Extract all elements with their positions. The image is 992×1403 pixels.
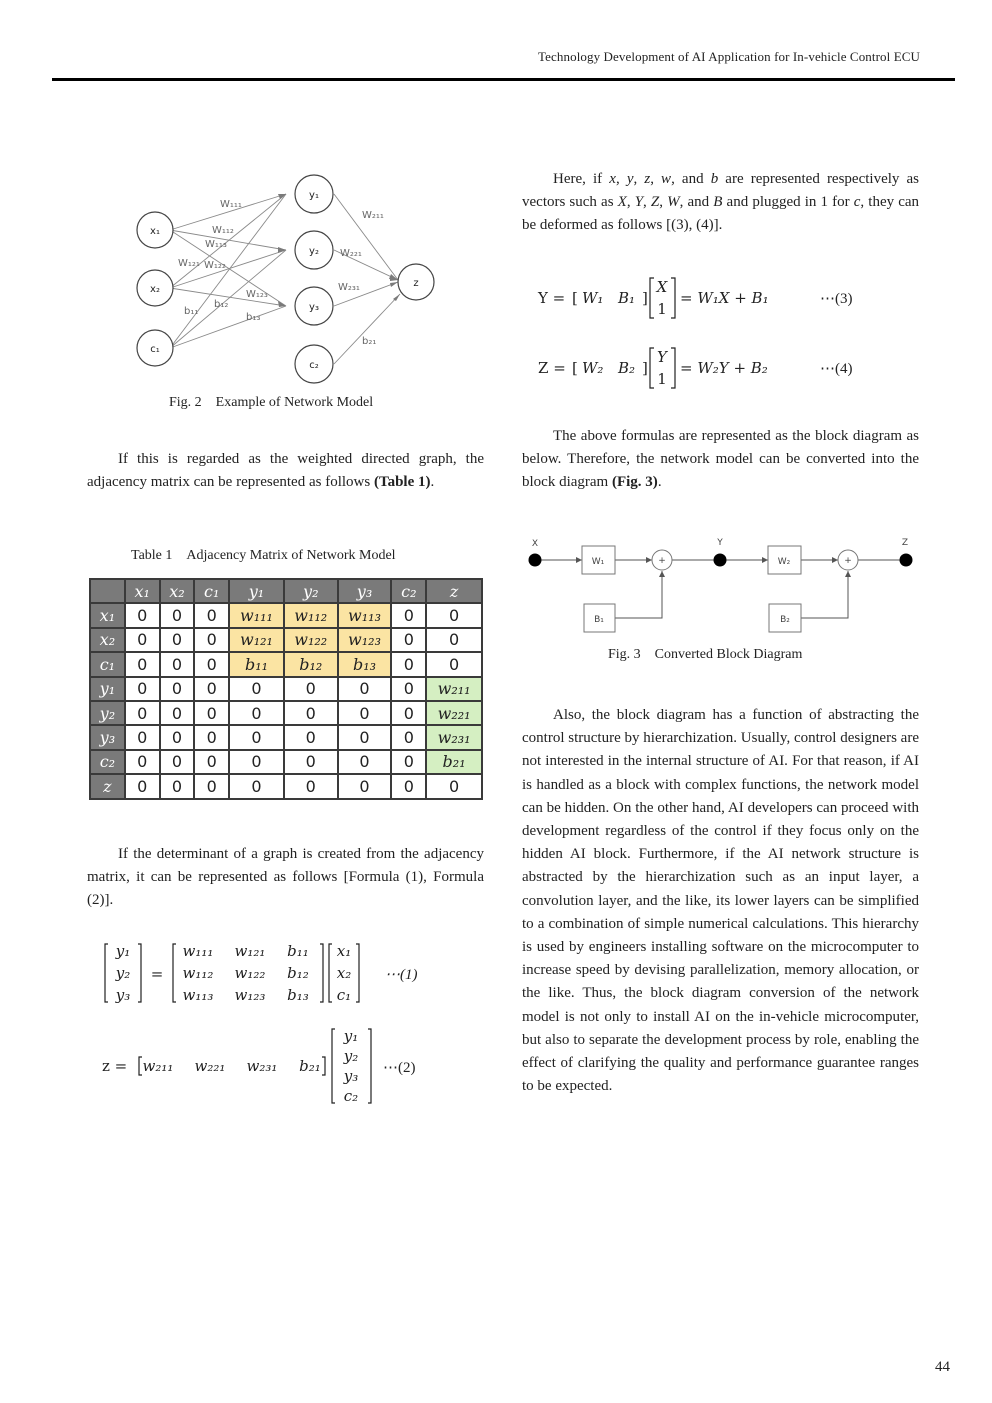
table-cell: 0 [229, 774, 284, 798]
table-cell: w₁₂₃ [338, 628, 392, 652]
svg-text:b₂₁: b₂₁ [362, 336, 377, 347]
formula-symbol: ] [642, 359, 648, 377]
table-cell: w₁₂₂ [284, 628, 338, 652]
table-cell: 0 [391, 652, 426, 676]
table1-caption: Table 1 Adjacency Matrix of Network Model [131, 548, 396, 563]
block-diagram-figure [524, 534, 918, 636]
formula-symbol: = [150, 965, 164, 983]
table-corner [90, 579, 125, 603]
table-cell: 0 [160, 628, 195, 652]
formula-symbol: W₂ [582, 359, 604, 377]
table-row [90, 774, 482, 798]
formula-symbol: w₂₂₁ [194, 1057, 226, 1075]
edge-w211 [334, 194, 398, 280]
table-cell: 0 [125, 677, 160, 701]
table-cell: 0 [391, 774, 426, 798]
formula-tag: ⋯(3) [820, 291, 853, 307]
header-rule [52, 78, 955, 81]
table-cell: 0 [391, 701, 426, 725]
svg-text:x₁: x₁ [150, 226, 160, 237]
formula-symbol: [ [572, 359, 578, 377]
formula-symbol: B₂ [618, 359, 636, 377]
terminal-x [529, 554, 542, 567]
table-col-header: y₃ [338, 579, 392, 603]
network-model-figure [128, 170, 440, 388]
table-cell: b₁₃ [338, 652, 392, 676]
table-row-header: y₁ [90, 677, 125, 701]
table-cell: w₁₁₂ [284, 603, 338, 627]
svg-text:c₂: c₂ [309, 360, 319, 371]
paragraph-vectors: Here, if x, y, z, w, and b are represented respectively as vectors such as X, Y, Z, W, and B and plugged in 1 for c, they can be deformed as follows [(3), (4)]. [522, 171, 920, 234]
table-cell: 0 [125, 750, 160, 774]
table-row-header: z [90, 774, 125, 798]
svg-text:W₁₁₃: W₁₁₃ [205, 239, 227, 250]
svg-text:x₂: x₂ [150, 284, 160, 295]
formula-symbol: y₃ [343, 1067, 359, 1085]
table-col-header: x₂ [160, 579, 195, 603]
table-cell: w₂₂₁ [426, 701, 482, 725]
table-cell: 0 [338, 750, 392, 774]
table-cell: 0 [338, 677, 392, 701]
formula-symbol: w₁₂₂ [234, 964, 266, 982]
formula-symbol: Z = [538, 359, 566, 377]
table-cell: 0 [338, 701, 392, 725]
table-cell: 0 [125, 652, 160, 676]
table-cell: 0 [194, 774, 229, 798]
formulas-3-4 [536, 272, 866, 394]
table-cell: 0 [194, 603, 229, 627]
svg-text:Z: Z [901, 538, 909, 548]
table1-ref: (Table 1) [373, 474, 431, 491]
formula-2 [100, 1025, 440, 1107]
formula-symbol: = W₂Y + B₂ [680, 359, 768, 377]
formula-symbol: w₁₁₃ [182, 986, 214, 1004]
table-cell: 0 [426, 603, 482, 627]
table-cell: 0 [160, 603, 195, 627]
table-cell: 0 [194, 677, 229, 701]
edge-w122 [170, 250, 286, 288]
table-cell: 0 [125, 725, 160, 749]
formula-symbol: W₁ [582, 289, 604, 307]
svg-text:W₁₁₁: W₁₁₁ [220, 199, 242, 210]
svg-text:z: z [413, 278, 419, 289]
table-cell: 0 [194, 725, 229, 749]
svg-text:Y: Y [717, 538, 723, 548]
table-cell: 0 [391, 677, 426, 701]
formula-1 [100, 938, 440, 1010]
table-cell: 0 [229, 750, 284, 774]
svg-text:b₁₂: b₁₂ [214, 299, 229, 310]
table-cell: 0 [160, 725, 195, 749]
table-row [90, 677, 482, 701]
figure2-caption: Fig. 2 Example of Network Model [169, 395, 374, 410]
paragraph-block-intro: The above formulas are represented as the block diagram as below. Therefore, the network model can be converted into the block diagram (Fig. 3). [522, 428, 919, 491]
table-cell: 0 [338, 725, 392, 749]
table-cell: 0 [125, 603, 160, 627]
table-cell: 0 [338, 774, 392, 798]
table-cell: 0 [125, 701, 160, 725]
formula-symbol: 1 [657, 300, 667, 318]
svg-text:c₁: c₁ [150, 344, 160, 355]
table-cell: 0 [391, 725, 426, 749]
svg-text:y₁: y₁ [309, 190, 319, 201]
svg-text:W₂₂₁: W₂₂₁ [340, 248, 362, 259]
svg-text:W₁₂₁: W₁₂₁ [178, 258, 200, 269]
formula-symbol: y₂ [343, 1047, 359, 1065]
table-header-row [90, 579, 482, 603]
formula-symbol: y₂ [115, 964, 131, 982]
formula-symbol: B₁ [618, 289, 636, 307]
table-cell: 0 [229, 725, 284, 749]
running-title: Technology Development of AI Application for In-vehicle Control ECU [538, 49, 920, 64]
table-row-header: x₁ [90, 603, 125, 627]
formula-symbol: c₁ [336, 986, 352, 1004]
formula-symbol: b₁₂ [287, 964, 309, 982]
table-row [90, 603, 482, 627]
paragraph-table-intro: If this is regarded as the weighted directed graph, the adjacency matrix can be represented as follows (Table 1). [87, 451, 484, 491]
table-cell: 0 [194, 701, 229, 725]
figure3-caption: Fig. 3 Converted Block Diagram [608, 647, 803, 662]
table-cell: 0 [160, 750, 195, 774]
table-cell: 0 [284, 677, 338, 701]
svg-text:W₂₃₁: W₂₃₁ [338, 282, 360, 293]
table-col-header: x₁ [125, 579, 160, 603]
table-row [90, 701, 482, 725]
svg-text:B₂: B₂ [780, 615, 790, 625]
fig3-ref: (Fig. 3) [611, 474, 658, 491]
formula-symbol: X [656, 278, 668, 296]
table-cell: b₁₁ [229, 652, 284, 676]
svg-text:b₁₁: b₁₁ [184, 306, 199, 317]
svg-text:W₁₁₂: W₁₁₂ [212, 225, 234, 236]
table-cell: w₁₁₃ [338, 603, 392, 627]
formula-symbol: 1 [657, 370, 667, 388]
formula-tag: ⋯(1) [385, 967, 418, 983]
table-cell: 0 [426, 774, 482, 798]
paragraph-determinant: If the determinant of a graph is created from the adjacency matrix, it can be represented as follows [Formula (1), Formula (2)]. [87, 846, 484, 909]
table-cell: w₁₁₁ [229, 603, 284, 627]
svg-text:y₃: y₃ [309, 302, 319, 313]
table-cell: 0 [284, 725, 338, 749]
formula-symbol: c₂ [343, 1087, 359, 1105]
formula-symbol: y₃ [115, 986, 131, 1004]
formula-symbol: z = [102, 1057, 128, 1075]
table-cell: 0 [391, 628, 426, 652]
table-row-header: y₂ [90, 701, 125, 725]
table-row [90, 750, 482, 774]
svg-text:+: + [658, 556, 666, 566]
table-cell: 0 [229, 701, 284, 725]
svg-text:X: X [531, 539, 539, 549]
table-col-header: z [426, 579, 482, 603]
table-row [90, 725, 482, 749]
formula-symbol: w₂₃₁ [246, 1057, 278, 1075]
table-row-header: c₂ [90, 750, 125, 774]
table-col-header: c₂ [391, 579, 426, 603]
terminal-y [714, 554, 727, 567]
formula-symbol: x₁ [336, 942, 352, 960]
table-cell: 0 [160, 652, 195, 676]
adjacency-matrix-table [89, 578, 483, 800]
table-row-header: y₃ [90, 725, 125, 749]
edge-b11 [170, 194, 286, 348]
svg-text:W₁₂₃: W₁₂₃ [246, 289, 268, 300]
table-cell: 0 [125, 628, 160, 652]
table-cell: 0 [194, 652, 229, 676]
table-col-header: y₂ [284, 579, 338, 603]
table-col-header: c₁ [194, 579, 229, 603]
formula-symbol: w₁₂₃ [234, 986, 266, 1004]
formula-symbol: Y [657, 348, 667, 366]
svg-text:B₁: B₁ [594, 615, 604, 625]
terminal-z [900, 554, 913, 567]
svg-text:y₂: y₂ [309, 246, 319, 257]
edge-b21 [334, 294, 400, 364]
formula-symbol: b₂₁ [299, 1057, 321, 1075]
formula-symbol: x₂ [336, 964, 352, 982]
formula-symbol: ] [642, 289, 648, 307]
formula-symbol: b₁₁ [287, 942, 309, 960]
page-number: 44 [935, 1359, 950, 1375]
table-cell: 0 [426, 628, 482, 652]
svg-text:+: + [844, 556, 852, 566]
table-cell: w₂₁₁ [426, 677, 482, 701]
svg-text:W₁₂₂: W₁₂₂ [204, 260, 226, 271]
svg-text:W₂: W₂ [777, 557, 791, 567]
table-cell: w₁₂₁ [229, 628, 284, 652]
svg-text:W₂₁₁: W₂₁₁ [362, 210, 384, 221]
table-row-header: x₂ [90, 628, 125, 652]
table-cell: 0 [160, 701, 195, 725]
formula-symbol: w₁₁₁ [182, 942, 214, 960]
table-cell: 0 [125, 774, 160, 798]
formula-tag: ⋯(2) [383, 1060, 416, 1076]
table-row-header: c₁ [90, 652, 125, 676]
table-cell: 0 [160, 677, 195, 701]
formula-symbol: w₁₁₂ [182, 964, 214, 982]
formula-symbol: y₁ [115, 942, 131, 960]
table-cell: 0 [229, 677, 284, 701]
formula-tag: ⋯(4) [820, 361, 853, 377]
paragraph-hierarchization: Also, the block diagram has a function of abstracting the control structure by hierarchization. Usually, control designers are not interested in the internal structure of AI. For that reason, if AI is handled as a block with complex functions, the network model can be hidden. On the other hand, AI developers can proceed with development regardless of the control if they focus only on the hidden AI block. Furthermore, if the AI network structure is abstracted by the hierarchization such as an input layer, a convolution layer, and the like, its lower layers can be simplified to a combination of simple numerical calculations. This hierarchy is used by engineers installing software on the microcomputer to increase speed by devising parallelization, memory allocation, or the like. Thus, the block diagram conversion of the network model is not only to install AI on the in-vehicle microcomputer, but also to separate the development process by role, enabling the effect of clarifying the quality and performance guarantee ranges to be expected. [522, 707, 919, 1095]
table-cell: 0 [391, 603, 426, 627]
svg-text:W₁: W₁ [591, 557, 605, 567]
formula-symbol: [ [572, 289, 578, 307]
formula-symbol: Y = [538, 289, 566, 307]
table-cell: 0 [194, 628, 229, 652]
table-cell: 0 [160, 774, 195, 798]
table-cell: b₁₂ [284, 652, 338, 676]
table-cell: 0 [284, 701, 338, 725]
table-cell: 0 [284, 774, 338, 798]
formula-symbol: = W₁X + B₁ [680, 289, 769, 307]
table-col-header: y₁ [229, 579, 284, 603]
formula-symbol: y₁ [343, 1027, 359, 1045]
svg-text:b₁₃: b₁₃ [246, 312, 261, 323]
formula-symbol: w₂₁₁ [142, 1057, 174, 1075]
table-cell: 0 [284, 750, 338, 774]
table-row [90, 628, 482, 652]
table-cell: 0 [391, 750, 426, 774]
table-cell: w₂₃₁ [426, 725, 482, 749]
table-cell: 0 [426, 652, 482, 676]
table-cell: b₂₁ [426, 750, 482, 774]
formula-symbol: b₁₃ [287, 986, 309, 1004]
table-row [90, 652, 482, 676]
formula-symbol: w₁₂₁ [234, 942, 266, 960]
table-cell: 0 [194, 750, 229, 774]
